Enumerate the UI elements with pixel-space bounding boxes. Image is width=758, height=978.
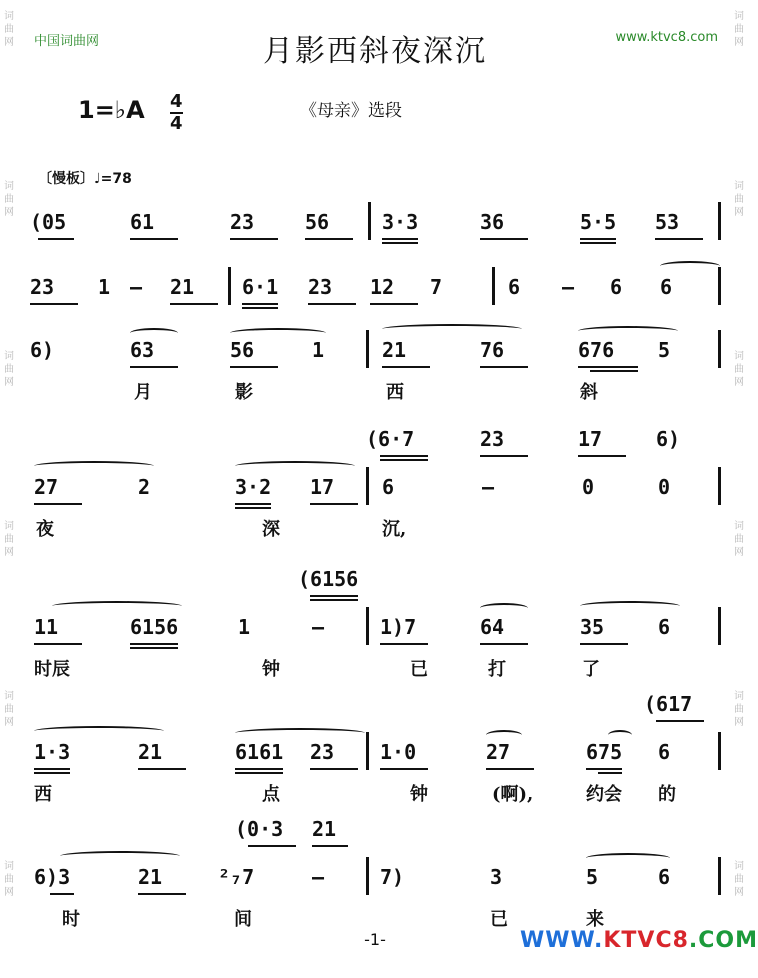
slur xyxy=(235,728,365,738)
lyric: 时 xyxy=(62,909,80,930)
note: 63 xyxy=(130,338,155,362)
barline xyxy=(718,267,721,305)
side-watermark-right: 词 曲 网 xyxy=(734,861,744,898)
note: 12 xyxy=(370,275,395,299)
note: 23 xyxy=(308,275,333,299)
note: 7) xyxy=(380,865,405,889)
side-watermark-left: 词 曲 网 xyxy=(4,11,14,48)
note: 6) xyxy=(30,338,55,362)
note: 56 xyxy=(230,338,255,362)
underline xyxy=(170,303,218,305)
note: 64 xyxy=(480,615,505,639)
slur xyxy=(60,851,180,861)
watermark-part: .COM xyxy=(688,928,758,953)
underline xyxy=(480,366,528,368)
note: 6 xyxy=(610,275,623,299)
underline xyxy=(580,238,616,240)
note: 21 xyxy=(382,338,407,362)
lyric: 沉, xyxy=(382,519,407,540)
score-row xyxy=(30,692,720,805)
note: 11 xyxy=(34,615,59,639)
note: 1·3 xyxy=(34,740,71,764)
slur xyxy=(586,853,670,863)
underline xyxy=(30,303,78,305)
lyric: (啊), xyxy=(492,784,534,805)
underline xyxy=(480,238,528,240)
underline xyxy=(380,643,428,645)
note: (05 xyxy=(30,210,67,234)
note: 5 xyxy=(658,338,671,362)
underline xyxy=(130,647,178,649)
note: 2 xyxy=(138,475,151,499)
barline xyxy=(492,267,495,305)
barline xyxy=(718,607,721,645)
underline xyxy=(138,768,186,770)
barline xyxy=(366,732,369,770)
note: — xyxy=(130,275,143,299)
slur xyxy=(580,601,680,611)
score-row xyxy=(30,427,720,540)
underline xyxy=(310,599,358,601)
underline xyxy=(656,720,704,722)
underline xyxy=(486,768,534,770)
lyric: 了 xyxy=(582,659,600,680)
barline xyxy=(366,607,369,645)
side-watermark-left: 词 曲 网 xyxy=(4,691,14,728)
underline xyxy=(34,768,70,770)
lyric: 时辰 xyxy=(34,659,70,680)
underline xyxy=(380,459,428,461)
note: 1 xyxy=(238,615,251,639)
song-title: 月影西斜夜深沉 xyxy=(263,34,487,69)
slur xyxy=(608,730,632,740)
side-watermark-right: 词 曲 网 xyxy=(734,351,744,388)
underline xyxy=(305,238,353,240)
slur xyxy=(230,328,326,338)
side-watermark-right: 词 曲 网 xyxy=(734,11,744,48)
note: 76 xyxy=(480,338,505,362)
page-number: -1- xyxy=(364,930,386,949)
note: 53 xyxy=(655,210,680,234)
underline xyxy=(382,238,418,240)
barline xyxy=(368,202,371,240)
note: 6)3 xyxy=(34,865,71,889)
lyric: 间 xyxy=(234,909,252,930)
underline xyxy=(235,772,283,774)
side-watermark-left: 词 曲 网 xyxy=(4,521,14,558)
underline xyxy=(248,845,296,847)
underline xyxy=(34,503,82,505)
score-row xyxy=(30,338,720,403)
underline xyxy=(242,303,278,305)
lyric: 约会 xyxy=(586,784,622,805)
underline xyxy=(310,768,358,770)
lyric: 打 xyxy=(488,659,506,680)
lyric: 的 xyxy=(658,784,676,805)
note: 21 xyxy=(170,275,195,299)
note: 21 xyxy=(312,817,337,841)
underline xyxy=(382,242,418,244)
lyric: 影 xyxy=(235,382,253,403)
site-watermark-logo xyxy=(520,928,758,953)
underline xyxy=(242,307,278,309)
slur xyxy=(480,603,528,613)
score-row xyxy=(30,210,720,250)
underline xyxy=(138,893,186,895)
note: 0 xyxy=(658,475,671,499)
note: 7 xyxy=(430,275,443,299)
note: 17 xyxy=(310,475,335,499)
side-watermark-left: 词 曲 网 xyxy=(4,861,14,898)
barline xyxy=(718,732,721,770)
side-watermark-right: 词 曲 网 xyxy=(734,521,744,558)
underline xyxy=(235,507,271,509)
underline xyxy=(480,455,528,457)
time-signature xyxy=(170,92,183,134)
slur xyxy=(130,328,178,338)
note: 35 xyxy=(580,615,605,639)
lyric: 已 xyxy=(410,659,428,680)
site-url-right[interactable]: www.ktvc8.com xyxy=(615,30,718,45)
note: 6 xyxy=(382,475,395,499)
underline xyxy=(655,238,703,240)
side-watermark-left: 词 曲 网 xyxy=(4,351,14,388)
underline xyxy=(382,366,430,368)
lyric: 西 xyxy=(34,784,52,805)
time-bottom: 4 xyxy=(170,113,183,134)
lyric: 已 xyxy=(490,909,508,930)
slur xyxy=(52,601,182,611)
underline xyxy=(580,242,616,244)
note: 27 xyxy=(34,475,59,499)
underline xyxy=(578,366,638,368)
note: 3 xyxy=(490,865,503,889)
note: 6 xyxy=(658,865,671,889)
note: 56 xyxy=(305,210,330,234)
note: 61 xyxy=(130,210,155,234)
lyric: 月 xyxy=(134,382,152,403)
underline xyxy=(230,366,278,368)
underline xyxy=(34,772,70,774)
score-row xyxy=(30,817,720,930)
note: 1)7 xyxy=(380,615,417,639)
underline xyxy=(310,503,358,505)
note: 23 xyxy=(310,740,335,764)
side-watermark-left: 词 曲 网 xyxy=(4,181,14,218)
barline xyxy=(366,330,369,368)
slur xyxy=(578,326,678,336)
lyric: 钟 xyxy=(262,659,280,680)
note: 1·0 xyxy=(380,740,417,764)
note: 23 xyxy=(230,210,255,234)
note: 675 xyxy=(586,740,623,764)
source-note: 《母亲》选段 xyxy=(300,101,402,121)
note: — xyxy=(312,615,325,639)
note: 676 xyxy=(578,338,615,362)
barline xyxy=(718,330,721,368)
lyric: 钟 xyxy=(410,784,428,805)
note: 6·1 xyxy=(242,275,279,299)
underline xyxy=(480,643,528,645)
underline xyxy=(34,643,82,645)
note: 6 xyxy=(660,275,673,299)
site-name-left[interactable]: 中国词曲网 xyxy=(34,34,100,49)
underline xyxy=(586,768,622,770)
underline xyxy=(370,303,418,305)
note: 6 xyxy=(658,740,671,764)
underline xyxy=(580,643,628,645)
underline xyxy=(590,370,638,372)
note: 0 xyxy=(582,475,595,499)
note: 36 xyxy=(480,210,505,234)
barline xyxy=(366,857,369,895)
underline xyxy=(230,238,278,240)
barline xyxy=(228,267,231,305)
lyric: 西 xyxy=(386,382,404,403)
lyric: 点 xyxy=(262,784,280,805)
note: 3·2 xyxy=(235,475,272,499)
barline xyxy=(718,202,721,240)
side-watermark-right: 词 曲 网 xyxy=(734,181,744,218)
lyric: 斜 xyxy=(580,382,598,403)
note: 21 xyxy=(138,865,163,889)
note: 17 xyxy=(578,427,603,451)
note: ²₇7 xyxy=(218,865,255,889)
underline xyxy=(235,503,271,505)
note: 1 xyxy=(98,275,111,299)
note: (0·3 xyxy=(235,817,284,841)
note: (617 xyxy=(644,692,693,716)
underline xyxy=(235,768,283,770)
tempo-marking: 〔慢板〕♩=78 xyxy=(38,171,132,187)
underline xyxy=(308,303,356,305)
underline xyxy=(130,643,178,645)
note: — xyxy=(482,475,495,499)
barline xyxy=(366,467,369,505)
time-top: 4 xyxy=(170,91,183,112)
note: (6156 xyxy=(298,567,359,591)
slur xyxy=(34,461,154,471)
note: 23 xyxy=(480,427,505,451)
note: 6) xyxy=(656,427,681,451)
underline xyxy=(312,845,348,847)
underline xyxy=(310,595,358,597)
underline xyxy=(598,772,622,774)
note: (6·7 xyxy=(366,427,415,451)
watermark-part: KTVC8 xyxy=(603,928,689,953)
slur xyxy=(235,461,355,471)
note: 5 xyxy=(586,865,599,889)
score-row xyxy=(30,275,720,315)
note: 21 xyxy=(138,740,163,764)
underline xyxy=(50,893,74,895)
underline xyxy=(578,455,626,457)
note: — xyxy=(562,275,575,299)
score-row xyxy=(30,567,720,680)
note: — xyxy=(312,865,325,889)
lyric: 来 xyxy=(586,909,604,930)
underline xyxy=(130,366,178,368)
note: 6 xyxy=(658,615,671,639)
slur xyxy=(382,324,522,334)
note: 23 xyxy=(30,275,55,299)
underline xyxy=(380,455,428,457)
note: 5·5 xyxy=(580,210,617,234)
note: 1 xyxy=(312,338,325,362)
note: 3·3 xyxy=(382,210,419,234)
slur xyxy=(486,730,522,740)
tie xyxy=(660,261,720,271)
lyric: 夜 xyxy=(36,519,54,540)
note: 6161 xyxy=(235,740,284,764)
lyric: 深 xyxy=(262,519,280,540)
note: 6156 xyxy=(130,615,179,639)
side-watermark-right: 词 曲 网 xyxy=(734,691,744,728)
note: 27 xyxy=(486,740,511,764)
barline xyxy=(718,857,721,895)
watermark-part: WWW. xyxy=(520,928,604,953)
underline xyxy=(38,238,74,240)
note: 6 xyxy=(508,275,521,299)
slur xyxy=(34,726,164,736)
barline xyxy=(718,467,721,505)
underline xyxy=(380,768,428,770)
underline xyxy=(130,238,178,240)
key-signature: 1=♭A xyxy=(78,96,145,124)
